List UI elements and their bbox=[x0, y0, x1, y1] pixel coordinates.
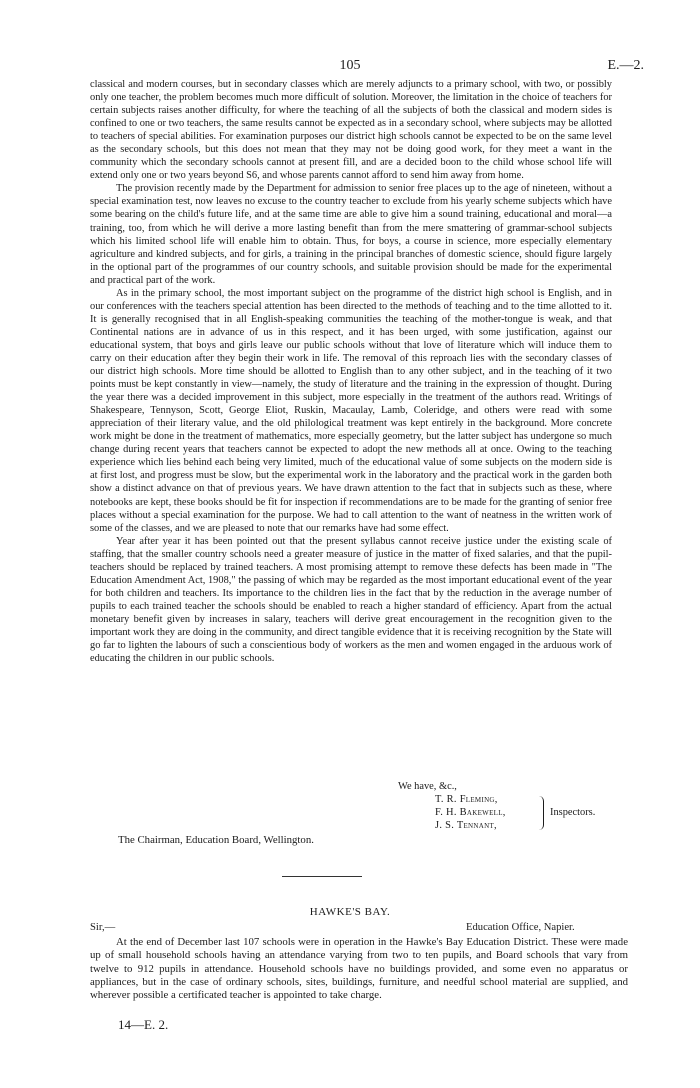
section-title: HAWKE'S BAY. bbox=[309, 906, 391, 918]
paragraph-free-places: The provision recently made by the Department for admission to senior free places up to the age of nineteen, without a special examination test, now leaves no excuse to the country teacher to exclude from his yearly scheme subjects which have some bearing on the child's future life, and at the same time are able to give him a sound training, educational and moral—a training, too, from which he will derive a more lasting benefit than from the mere smattering of grammar-school subjects which his limited school life will enable him to obtain. Thus, for boys, a course in science, more especially elementary agriculture and kindred subjects, and for girls, a training in the principal branches of domestic science, should figure largely in the optional part of the programmes of our country schools, and suitable provision should be made for the experimental and practical part of the work. bbox=[90, 183, 612, 286]
report-body bbox=[90, 78, 612, 665]
signatory-role: Inspectors. bbox=[550, 807, 596, 818]
salutation: Sir,— bbox=[90, 922, 116, 933]
page-number: 105 bbox=[339, 58, 361, 73]
signatory-name: F. H. Bakewell, bbox=[435, 807, 506, 819]
paragraph-schools: At the end of December last 107 schools were in operation in the Hawke's Bay Education District. These were made up of small household schools having an attendance varying from two to ten pupils, and Board schools that vary from twelve to 912 pupils in attendance. Household schools have no buildings provided, and some even no apparatus or appliances, but in the case of ordinary schools, sites, buildings, furniture, and needful school material are supplied, and wherever possible a certificated teacher is appointed to take charge. bbox=[90, 936, 628, 1002]
signature-reference: 14—E. 2. bbox=[118, 1017, 169, 1032]
signatory-name: T. R. Fleming, bbox=[435, 794, 498, 805]
paragraph-english: As in the primary school, the most important subject on the programme of the district high school is English, and in our conferences with the teachers special attention has been directed to the methods of teaching and to the time allotted to it. It is generally recognised that in all English-speaking communities the teaching of the mother-tongue is weak, and that Continental nations are in advance of us in this respect, and it has been urged, with some justification, against our educational system, that boys and girls leave our public schools without that love of literature which will induce them to carry on their education after they begin their work in life. The removal of this reproach lies with the secondary classes of our district high schools. More time should be allotted to English than to any other subject, and in the teaching of it two points must be kept constantly in view—namely, the study of literature and the training in the expression of thought. During the year there was a decided improvement in this subject, more especially in the treatment of the authors read. Writings of Shakespeare, Tennyson, Scott, George Eliot, Ruskin, Macaulay, Lamb, Coleridge, and others were read with some appreciation of their literary value, and the old philological treatment was kept entirely in the background. More concrete work might be done in the treatment of mathematics, more especially geometry, but the latter subject has undergone so much change during recent years that teachers cannot be expected to adopt the new methods all at once. Owing to the teaching experience which lies behind each being very limited, much of the educational value of some subjects on the modern side is at first lost, and progress must be slow, but the experimental work in the laboratory and the practical work in the garden both show a distinct advance on that of previous years. We have drawn attention to the fact that in subjects such as these, where notebooks are kept, these books should be fit for inspection if recommendations are to be made for the granting of senior free places without a special examination for the purpose. We had to call attention to the want of neatness in the written work of some of the classes, and we are pleased to note that our remarks have had some effect. bbox=[90, 287, 612, 534]
section-divider bbox=[282, 876, 362, 877]
addressee: The Chairman, Education Board, Wellington. bbox=[118, 834, 314, 846]
paragraph-continuation: classical and modern courses, but in secondary classes which are merely adjuncts to a primary school, with two, or possibly only one teacher, the problem becomes much more difficult of solution. Moreover, the limitation in the choice of teachers for certain subjects raises another difficulty, for where the teaching of all the subjects of both the classical and modern sides is confined to one or two teachers, the same results cannot be expected as in a secondary school, where subjects may be allotted to teachers of special abilities. For examination purposes our district high schools cannot be expected to be on the same level as the secondary schools, but this does not mean that they may not be doing good work, for they meet a want in the community which the secondary schools cannot at present fill, and are a decided boon to the child whose school life will extend only one or two years beyond S6, and whose parents cannot afford to send him away from home. bbox=[90, 79, 612, 182]
signatory-name: J. S. Tennant, bbox=[435, 820, 497, 832]
closing-line: We have, &c., bbox=[398, 781, 457, 792]
office-address: Education Office, Napier. bbox=[466, 922, 575, 933]
signatory-list bbox=[435, 793, 506, 832]
paragraph-amendment-act: Year after year it has been pointed out that the present syllabus cannot receive justice under the existing scale of staffing, that the smaller country schools need a greater measure of justice in the matter of fixed salaries, and that the pupil-teachers should be replaced by trained teachers. A most promising attempt to remove these defects has been made in "The Education Amendment Act, 1908," the passing of which may be regarded as the most important educational event of the year for both children and teachers. Its importance to the children lies in the fact that by the reduction in the average number of pupils to each trained teacher the schools should be enabled to reach a higher standard of efficiency. Apart from the actual monetary benefit given by increases in salary, teachers will derive great encouragement in the recognition given to the important work they are doing in the community, and direct tangible evidence that it is receiving recognition by the State will go far to lighten the labours of such a conscientious body of workers as the men and women engaged in the arduous work of educating the children in our public schools. bbox=[90, 535, 612, 665]
hawkes-bay-body bbox=[90, 936, 628, 1002]
document-reference: E.—2. bbox=[607, 58, 644, 73]
signatory-brace bbox=[537, 796, 544, 830]
